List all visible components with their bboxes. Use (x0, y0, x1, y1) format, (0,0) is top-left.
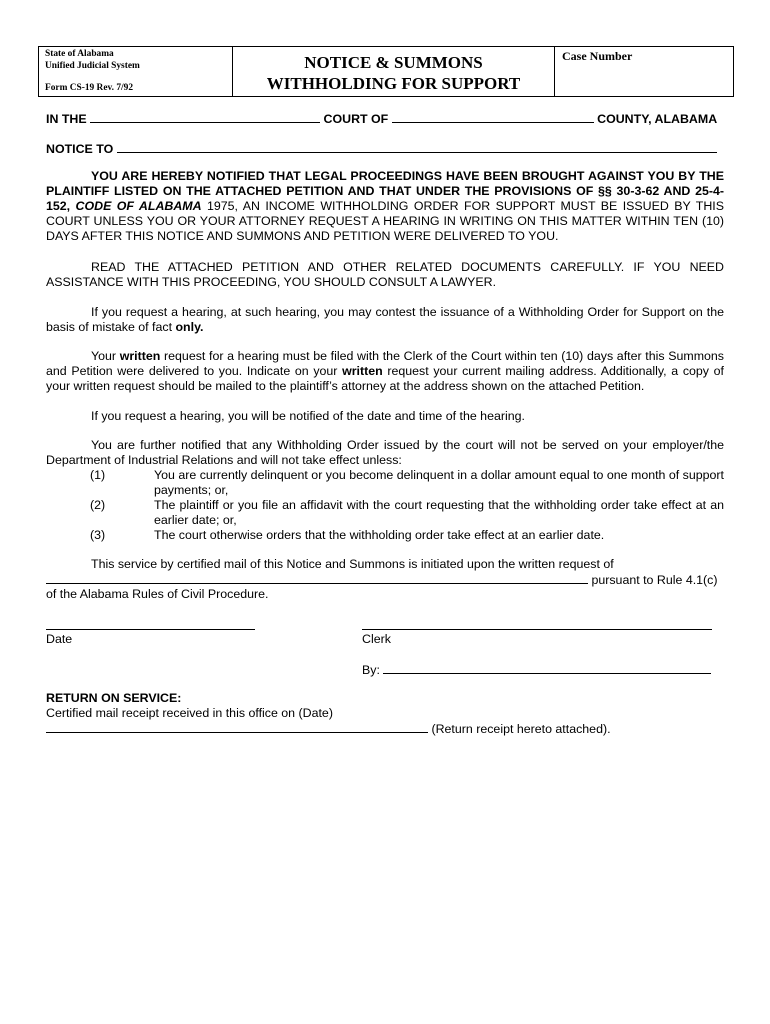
rules-line: of the Alabama Rules of Civil Procedure. (46, 587, 269, 601)
title-line-2: WITHHOLDING FOR SUPPORT (266, 74, 521, 93)
code-of-alabama: CODE OF ALABAMA (75, 199, 202, 213)
condition-text: The court otherwise orders that the withholding order take effect at an earlier date. (154, 528, 605, 542)
condition-item (46, 498, 724, 528)
notification-paragraph (46, 409, 724, 424)
read-petition-paragraph (46, 260, 724, 290)
form-header (38, 46, 734, 97)
further-notice-paragraph (46, 438, 724, 468)
notice-to-line (46, 141, 724, 156)
written-request-text-3: request your current mailing address. Additionally, a copy of your written request should be mailed to the plaintiff’s attorney at the address shown on the attached Petition. (46, 364, 724, 393)
header-issuer (39, 47, 233, 96)
notice-paragraph (46, 169, 724, 244)
condition-item (46, 468, 724, 498)
by-line (362, 662, 722, 677)
notice-to-field[interactable] (117, 141, 717, 153)
read-petition-text: READ THE ATTACHED PETITION AND OTHER RELATED DOCUMENTS CAREFULLY. IF YOU NEED ASSISTANCE WITH THIS PROCEEDING, YOU SHOULD CONSULT A LAWYER. (46, 260, 724, 289)
court-name-field[interactable] (90, 111, 320, 123)
written-request-text-1: Your (91, 349, 117, 363)
notice-bold-text: YOU ARE HEREBY NOTIFIED THAT LEGAL PROCEEDINGS HAVE BEEN BROUGHT AGAINST YOU BY THE PLAINTIFF LISTED ON THE ATTACHED PETITION AND THAT UNDER THE PROVISIONS OF §§ 30-3-62 AND 25-4-152, (46, 169, 724, 213)
only-emphasis: only. (175, 320, 204, 334)
title-line-1: NOTICE & SUMMONS (304, 53, 483, 72)
condition-text: The plaintiff or you file an affidavit with the court requesting that the withholding order take effect at an earlier date; or, (154, 498, 724, 527)
court-line (46, 111, 724, 126)
condition-text: You are currently delinquent or you become delinquent in a dollar amount equal to one month of support payments; or, (154, 468, 724, 497)
written-request-paragraph (46, 349, 724, 394)
further-notice-text: You are further notified that any Withholding Order issued by the court will not be served on your employer/the Department of Industrial Relations and will not take effect unless: (46, 438, 724, 467)
case-number-field[interactable] (555, 47, 733, 96)
written-request-text-2: request for a hearing must be filed with the Clerk of the Court within ten (10) days after this Summons and Petition were delivered to you. Indicate on your (46, 349, 724, 378)
requester-line (46, 572, 724, 587)
notice-to-label: NOTICE TO (46, 142, 114, 156)
notification-text: If you request a hearing, you will be notified of the date and time of the hearing. (91, 409, 525, 423)
condition-number: (2) (90, 498, 106, 512)
written-emphasis-2: written (342, 364, 383, 378)
return-title: RETURN ON SERVICE: (46, 691, 182, 705)
written-emphasis-1: written (119, 349, 161, 363)
hearing-contest-text: If you request a hearing, at such hearing, you may contest the issuance of a Withholding Order for Support on the basis of mistake of fact (46, 305, 724, 334)
service-request-text: This service by certified mail of this Notice and Summons is initiated upon the written request of (91, 557, 614, 571)
form-title (233, 47, 555, 96)
receipt-attached-text: (Return receipt hereto attached). (431, 722, 611, 736)
clerk-label: Clerk (362, 632, 391, 646)
requester-field[interactable] (46, 572, 588, 584)
case-number-label: Case Number (562, 49, 633, 63)
county-label: COUNTY, ALABAMA (597, 112, 718, 126)
form-id: Form CS-19 Rev. 7/92 (45, 83, 134, 93)
pursuant-text: pursuant to Rule 4.1(c) (591, 573, 718, 587)
conditions-list (46, 468, 724, 543)
court-of-label: COURT OF (323, 112, 389, 126)
state-name: State of Alabama (45, 49, 114, 59)
hearing-contest-paragraph (46, 305, 724, 335)
condition-number: (3) (90, 528, 106, 542)
system-name: Unified Judicial System (45, 61, 140, 71)
by-signature-field[interactable] (383, 662, 711, 674)
notice-rest-text: 1975, AN INCOME WITHHOLDING ORDER FOR SUPPORT MUST BE ISSUED BY THIS COURT UNLESS YOU OR YOUR ATTORNEY REQUEST A HEARING IN WRITING ON THIS MATTER WITHIN TEN (10) DAYS AFTER THIS NOTICE AND SUMMONS AND PETITION WERE DELIVERED TO YOU. (46, 199, 724, 243)
condition-number: (1) (90, 468, 106, 482)
date-label: Date (46, 632, 73, 646)
county-name-field[interactable] (392, 111, 594, 123)
date-signature-line[interactable] (46, 629, 255, 630)
receipt-line: Certified mail receipt received in this office on (Date) (46, 706, 333, 720)
condition-item (46, 528, 724, 543)
clerk-signature-line[interactable] (362, 629, 712, 630)
service-request-paragraph (46, 557, 724, 572)
receipt-date-line (46, 721, 724, 736)
receipt-date-field[interactable] (46, 721, 428, 733)
by-label: By: (362, 663, 380, 677)
in-the-label: IN THE (46, 112, 87, 126)
